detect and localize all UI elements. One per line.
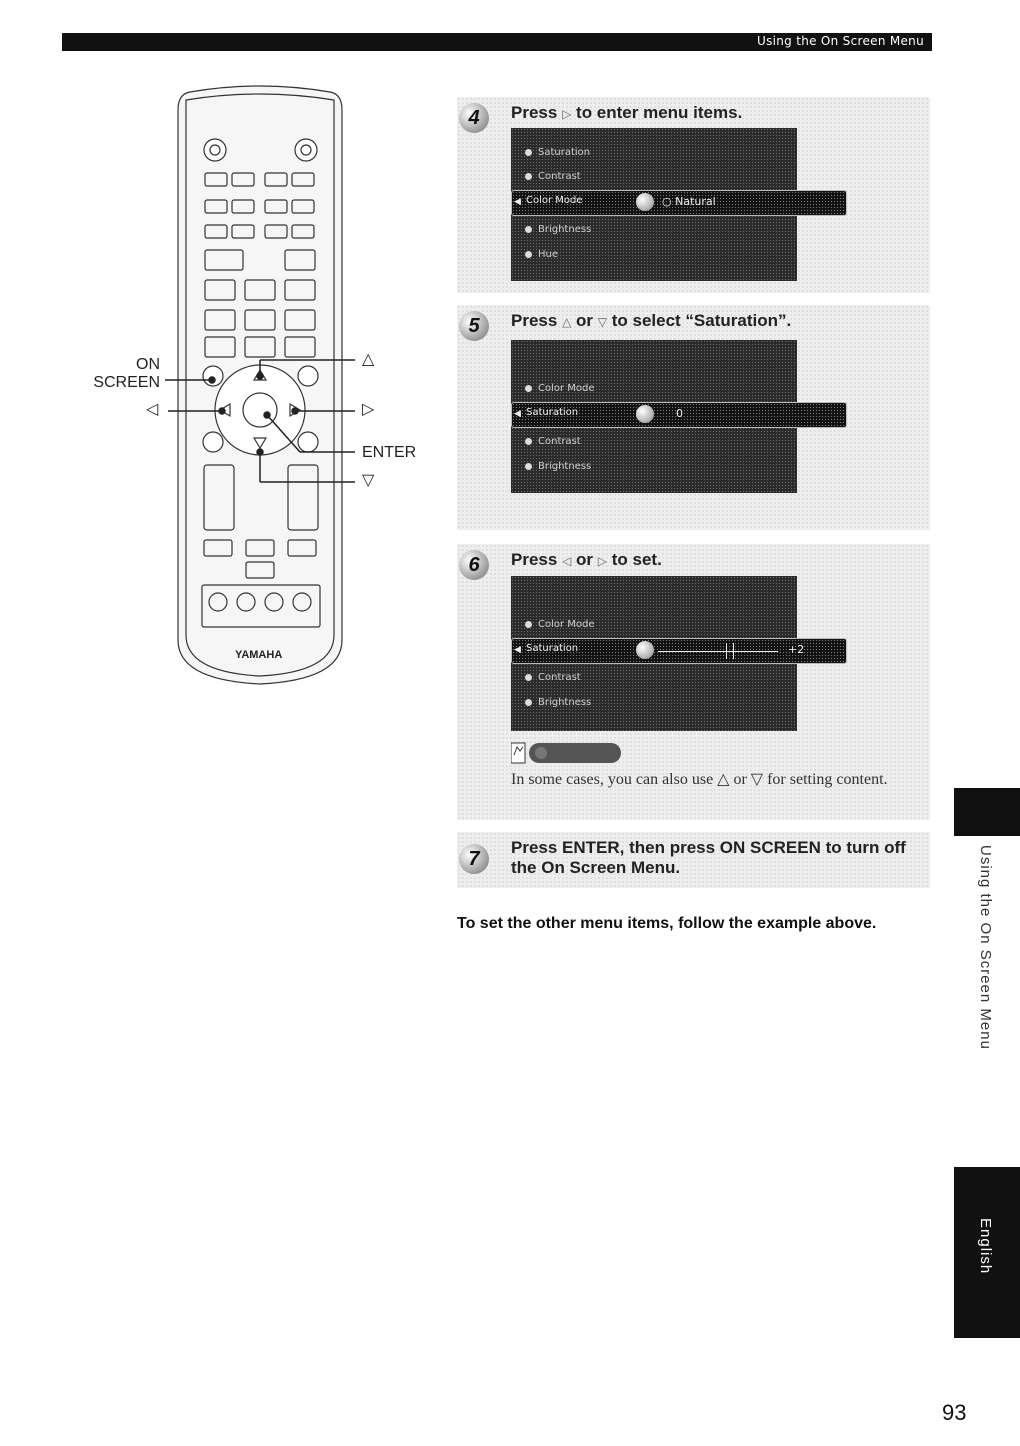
page-number: 93	[942, 1400, 967, 1425]
step-6-panel	[457, 544, 930, 820]
value-knob-icon	[636, 193, 654, 211]
menu-selected-value: +2	[788, 643, 805, 656]
header-title: Using the On Screen Menu	[757, 34, 924, 48]
slider-track	[658, 651, 778, 652]
callout-enter: ENTER	[362, 444, 417, 461]
menu-selected-row: ◀ Saturation +2	[511, 638, 847, 664]
menu-item: Brightness	[525, 696, 591, 710]
menu-item: Contrast	[525, 671, 581, 685]
callout-left: ◁	[146, 401, 159, 418]
step-title: Press ENTER, then press ON SCREEN to turn off the On Screen Menu.	[511, 838, 906, 877]
callout-up: △	[362, 351, 375, 368]
menu-item: Contrast	[525, 170, 581, 184]
step-number: 7	[459, 844, 489, 874]
callout-down: ▽	[362, 472, 375, 489]
callout-right: ▷	[362, 401, 375, 418]
slider-fill	[726, 643, 734, 659]
osd-menu	[511, 576, 805, 731]
callout-on-screen: ON SCREEN	[93, 356, 160, 391]
menu-item: Saturation	[525, 146, 590, 160]
footer-note: To set the other menu items, follow the example above.	[457, 915, 877, 932]
menu-item: Brightness	[525, 223, 591, 237]
side-tab-section-label: Using the On Screen Menu	[977, 845, 994, 1050]
side-tab-language-label: English	[977, 1218, 994, 1275]
osd-menu	[511, 340, 797, 493]
step-title: Press ▷ to enter menu items.	[511, 103, 743, 122]
step-7-panel	[457, 832, 930, 888]
menu-item: Color Mode	[525, 382, 595, 396]
step-5-panel	[457, 305, 930, 530]
menu-selected-row: ◀ Color Mode ○ Natural	[511, 190, 847, 216]
menu-selected-value: 0	[676, 407, 683, 420]
menu-item: Brightness	[525, 460, 591, 474]
osd-menu	[511, 128, 797, 281]
header-bar	[62, 33, 932, 51]
remote-brand: YAMAHA	[235, 649, 283, 661]
value-knob-icon	[636, 405, 654, 423]
menu-item: Hue	[525, 248, 558, 262]
menu-item: Contrast	[525, 435, 581, 449]
value-knob-icon	[636, 641, 654, 659]
hint-text: In some cases, you can also use △ or ▽ for setting content.	[511, 771, 888, 788]
step-number: 6	[459, 550, 489, 580]
menu-selected-value: ○ Natural	[662, 195, 716, 208]
menu-selected-row: ◀ Saturation 0	[511, 402, 847, 428]
step-title: Press ◁ or ▷ to set.	[511, 550, 662, 569]
menu-item: Color Mode	[525, 618, 595, 632]
step-4-panel	[457, 97, 930, 293]
hint-icon	[511, 741, 621, 765]
step-number: 4	[459, 103, 489, 133]
step-number: 5	[459, 311, 489, 341]
side-tab-section-marker	[954, 788, 1020, 836]
step-title: Press △ or ▽ to select “Saturation”.	[511, 311, 792, 330]
